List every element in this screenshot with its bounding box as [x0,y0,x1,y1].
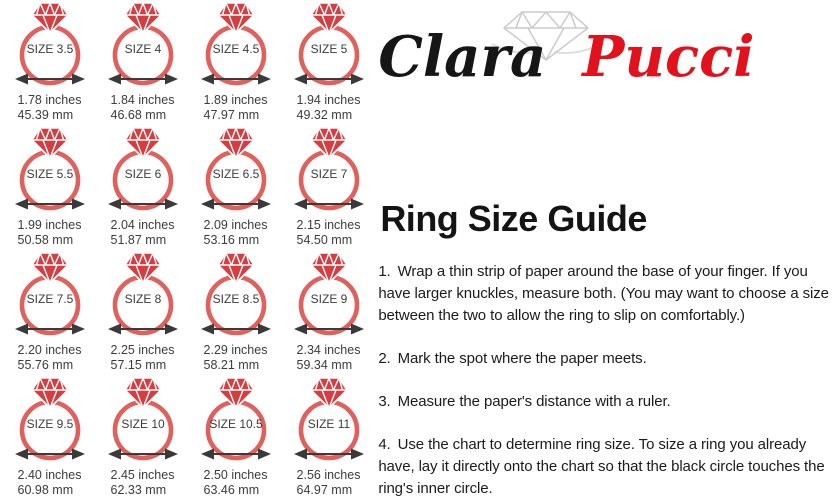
step-number: 3. [378,393,391,411]
ring-size-label: SIZE 10.5 [208,417,263,431]
arrow-left-head [201,74,214,85]
ring-measurements [204,93,268,123]
ring-size-inches: 2.45 inches [110,468,175,482]
ring-measurements [18,343,82,373]
ring-size-mm: 55.76 mm [17,358,74,372]
ring-size-cell [3,253,96,378]
ring-size-label: SIZE 7 [310,167,347,181]
ring-size-label: SIZE 5.5 [26,167,73,181]
ring-size-mm: 57.15 mm [110,358,167,372]
arrow-right-head [72,199,85,210]
ring-size-cell [96,128,189,253]
ring-size-label: SIZE 3.5 [26,42,73,56]
arrow-right-head [72,74,85,85]
ring-size-cell [189,128,282,253]
instruction-step [378,391,836,413]
ring-size-mm: 63.46 mm [203,483,260,497]
ring-size-cell [96,378,189,503]
ring-measurements [111,93,175,123]
arrow-right-head [165,324,178,335]
ring-size-inches: 2.15 inches [296,218,361,232]
ring-size-mm: 64.97 mm [296,483,353,497]
ring-size-inches: 1.89 inches [203,93,268,107]
arrow-right-head [351,449,364,460]
ring-size-label: SIZE 6 [124,167,161,181]
arrow-left-head [108,199,121,210]
ring-size-label: SIZE 7.5 [26,292,73,306]
ring-size-mm: 60.98 mm [17,483,74,497]
arrow-right-head [351,324,364,335]
ring-size-mm: 54.50 mm [296,233,353,247]
ring-diamond-icon [7,253,93,341]
arrow-right-head [72,324,85,335]
ring-size-mm: 47.97 mm [203,108,260,122]
ring-measurements [297,468,361,498]
arrow-left-head [201,324,214,335]
step-number: 1. [378,263,391,280]
ring-diamond-icon [193,378,279,466]
arrow-right-head [72,449,85,460]
arrow-right-head [165,199,178,210]
instruction-step [378,348,836,370]
arrow-left-head [294,74,307,85]
ring-size-label: SIZE 8.5 [212,292,259,306]
ring-size-label: SIZE 8 [124,292,161,306]
ring-size-cell [189,378,282,503]
ring-size-inches: 1.84 inches [110,93,175,107]
ring-size-inches: 2.29 inches [203,343,268,357]
ring-size-mm: 58.21 mm [203,358,260,372]
arrow-right-head [258,324,271,335]
ring-diamond-icon [7,128,93,216]
ring-size-cell [189,253,282,378]
ring-diamond-icon [193,128,279,216]
ring-size-inches: 2.09 inches [203,218,268,232]
ring-size-chart [0,0,375,501]
ring-measurements [204,218,268,248]
ring-size-label: SIZE 9.5 [26,417,73,431]
arrow-left-head [294,199,307,210]
ring-size-label: SIZE 4.5 [212,42,259,56]
ring-size-label: SIZE 9 [310,292,347,306]
ring-size-cell [189,3,282,128]
ring-size-cell [282,128,375,253]
ring-diamond-icon [100,3,186,91]
ring-measurements [204,468,268,498]
ring-size-mm: 51.87 mm [110,233,167,247]
ring-size-mm: 59.34 mm [296,358,353,372]
ring-size-inches: 2.20 inches [17,343,82,357]
ring-measurements [111,218,175,248]
ring-measurements [297,93,361,123]
arrow-left-head [15,324,28,335]
ring-diamond-icon [7,378,93,466]
ring-measurements [18,93,82,123]
ring-diamond-icon [193,253,279,341]
ring-size-inches: 1.78 inches [17,93,82,107]
instructions-list [378,261,836,500]
arrow-right-head [258,74,271,85]
ring-size-label: SIZE 4 [124,42,161,56]
ring-size-inches: 2.04 inches [110,218,175,232]
arrow-right-head [258,199,271,210]
ring-measurements [18,218,82,248]
brand-name [378,24,754,90]
ring-size-inches: 2.34 inches [296,343,361,357]
ring-size-inches: 2.50 inches [203,468,268,482]
brand-name-second: Pucci [582,24,755,90]
ring-size-cell [96,3,189,128]
arrow-left-head [201,449,214,460]
guide-panel [375,0,839,501]
step-number: 2. [378,350,391,368]
ring-size-label: SIZE 6.5 [212,167,259,181]
ring-size-mm: 46.68 mm [110,108,167,122]
ring-size-cell [3,378,96,503]
instruction-step [378,434,836,500]
ring-size-cell [96,253,189,378]
brand-logo [378,8,839,104]
ring-diamond-icon [286,128,372,216]
ring-diamond-icon [100,378,186,466]
ring-measurements [111,343,175,373]
ring-size-mm: 49.32 mm [296,108,353,122]
ring-size-mm: 45.39 mm [17,108,74,122]
step-text: Wrap a thin strip of paper around the base of your finger. If you have larger knuckles, measure both. (You may want to choose a size between the two to allow the ring to slip on comfortably.) [378,263,829,325]
ring-size-inches: 2.40 inches [17,468,82,482]
arrow-right-head [351,74,364,85]
page-title: Ring Size Guide [380,198,647,239]
arrow-left-head [108,74,121,85]
arrow-left-head [108,324,121,335]
ring-diamond-icon [100,253,186,341]
arrow-right-head [351,199,364,210]
ring-size-cell [3,3,96,128]
instruction-step [378,261,836,327]
ring-size-mm: 53.16 mm [203,233,260,247]
brand-name-first: Clara [378,24,547,90]
ring-size-label: SIZE 10 [120,417,165,431]
ring-size-inches: 2.25 inches [110,343,175,357]
ring-diamond-icon [193,3,279,91]
ring-size-label: SIZE 5 [310,42,347,56]
ring-size-cell [282,3,375,128]
arrow-left-head [15,74,28,85]
arrow-right-head [258,449,271,460]
step-text: Measure the paper's distance with a ruler. [397,393,671,411]
ring-measurements [297,343,361,373]
ring-size-label: SIZE 11 [307,417,350,431]
ring-measurements [204,343,268,373]
arrow-left-head [294,449,307,460]
step-number: 4. [378,436,391,454]
arrow-left-head [201,199,214,210]
arrow-right-head [165,74,178,85]
arrow-left-head [15,449,28,460]
step-text: Use the chart to determine ring size. To size a ring you already have, lay it directly onto the chart so that the black circle touches the ring's inner circle. [378,436,825,498]
ring-diamond-icon [286,3,372,91]
arrow-right-head [165,449,178,460]
ring-size-mm: 50.58 mm [17,233,74,247]
arrow-left-head [294,324,307,335]
ring-size-inches: 2.56 inches [296,468,361,482]
ring-size-mm: 62.33 mm [110,483,167,497]
ring-size-inches: 1.99 inches [17,218,82,232]
ring-diamond-icon [100,128,186,216]
ring-size-cell [282,378,375,503]
ring-size-cell [282,253,375,378]
ring-diamond-icon [286,253,372,341]
ring-measurements [297,218,361,248]
arrow-left-head [108,449,121,460]
ring-diamond-icon [7,3,93,91]
ring-diamond-icon [286,378,372,466]
arrow-left-head [15,199,28,210]
ring-size-inches: 1.94 inches [296,93,361,107]
ring-size-cell [3,128,96,253]
ring-measurements [18,468,82,498]
ring-measurements [111,468,175,498]
step-text: Mark the spot where the paper meets. [397,350,647,368]
